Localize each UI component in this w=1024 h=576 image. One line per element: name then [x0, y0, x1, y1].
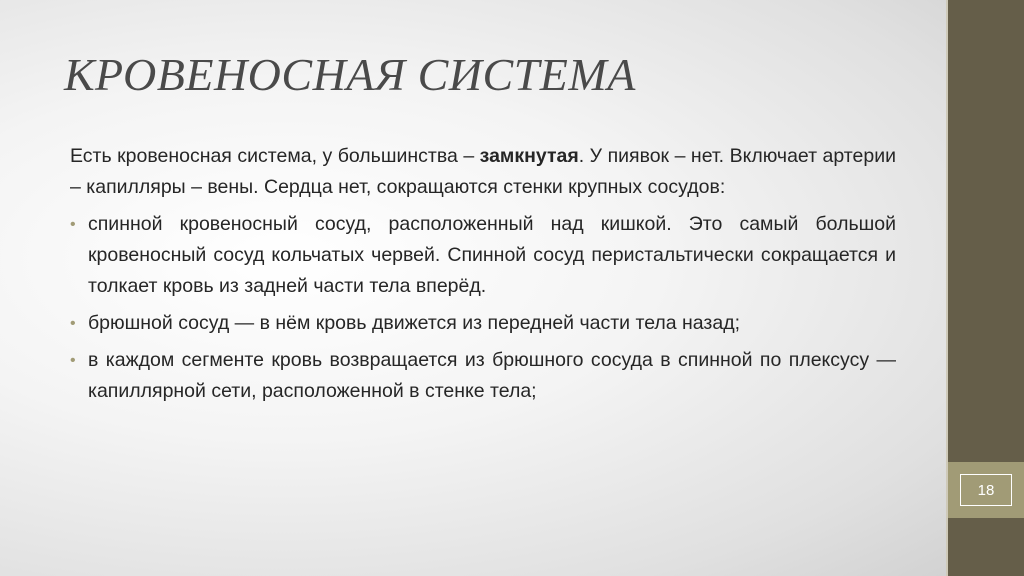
intro-text-bold: замкнутая: [479, 145, 579, 167]
bullet-icon: •: [70, 216, 76, 233]
bullet-text: спинной кровеносный сосуд, расположенный над кишкой. Это самый большой кровеносный сосуд кольчатых червей. Спинной сосуд перистальтически сокращается и толкает кровь из задней части тела вперёд.: [88, 213, 896, 297]
page-number-frame: [960, 474, 1012, 506]
bullet-icon: •: [70, 352, 76, 369]
bullet-icon: •: [70, 315, 76, 332]
intro-text-after: . У пиявок – нет. Включает артерии – капилляры – вены. Сердца нет, сокращаются стенки крупных сосудов:: [70, 145, 896, 198]
bullet-item: [70, 345, 896, 407]
bullet-text: брюшной сосуд — в нём кровь движется из передней части тела назад;: [88, 312, 741, 334]
intro-paragraph: [70, 141, 896, 203]
slide-content: [70, 141, 896, 413]
intro-text-before: Есть кровеносная система, у большинства –: [70, 145, 480, 167]
bullet-text: в каждом сегменте кровь возвращается из брюшного сосуда в спинной по плексусу — капиллярной сети, расположенной в стенке тела;: [88, 349, 896, 402]
bullet-list: [70, 209, 896, 407]
slide-title: КРОВЕНОСНАЯ СИСТЕМА: [64, 49, 636, 100]
bullet-item: [70, 308, 896, 339]
bullet-item: [70, 209, 896, 302]
page-number: 18: [977, 481, 995, 499]
